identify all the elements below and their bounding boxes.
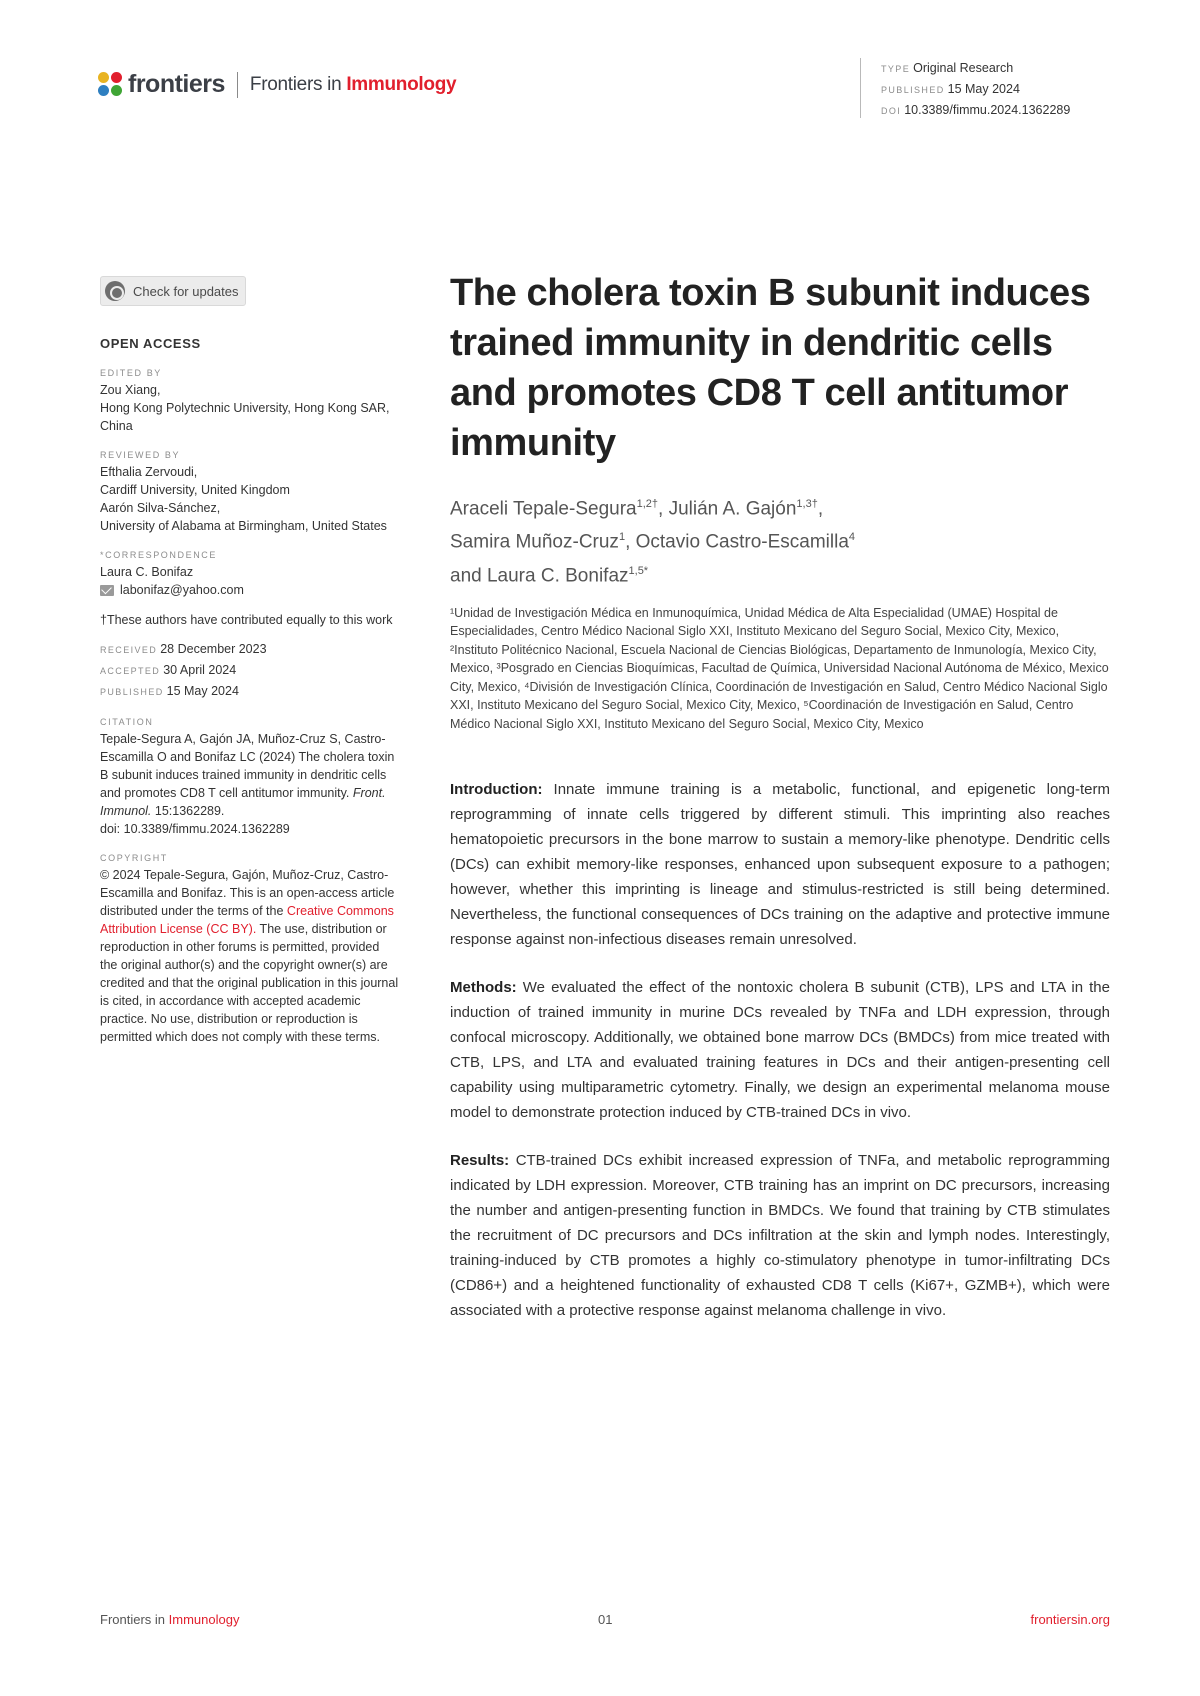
cc-by-license-link[interactable]: Creative Commons Attribution License (CC BY). (100, 904, 394, 936)
page-number: 01 (598, 1612, 613, 1627)
check-for-updates-button[interactable] (100, 276, 246, 306)
date-received: RECEIVED 28 December 2023 (100, 642, 267, 656)
correspondence-email[interactable]: labonifaz@yahoo.com (120, 583, 244, 597)
citation-doi[interactable]: doi: 10.3389/fimmu.2024.1362289 (100, 822, 290, 836)
article-meta (860, 58, 1070, 118)
email-icon (100, 585, 114, 596)
copyright-label: COPYRIGHT (100, 853, 168, 863)
edited-by: Zou Xiang, Hong Kong Polytechnic University, Hong Kong SAR, China (100, 383, 390, 433)
article-sidebar (100, 276, 400, 1046)
journal-prefix: Frontiers in (249, 73, 342, 95)
page-footer (100, 1612, 1110, 1632)
edited-by-label: EDITED BY (100, 368, 162, 378)
reviewed-by-label: REVIEWED BY (100, 450, 181, 460)
author-name[interactable]: Laura C. Bonifaz (486, 564, 629, 586)
citation-text: Tepale-Segura A, Gajón JA, Muñoz-Cruz S, Castro-Escamilla O and Bonifaz LC (2024) The cholera toxin B subunit induces trained immunity in dendritic cells and promotes CD8 T cell antitumor immunity. Front. Immunol. 15:1362289. doi: 10.3389/fimmu.2024.1362289 (100, 732, 395, 836)
footer-journal[interactable]: Frontiers in Immunology (100, 1612, 240, 1627)
logo-divider (237, 72, 238, 98)
author-name[interactable]: Araceli Tepale-Segura (450, 498, 637, 520)
crossmark-icon (105, 281, 125, 301)
abstract-methods: Methods: We evaluated the effect of the nontoxic cholera B subunit (CTB), LPS and LTA in the induction of trained immunity in murine DCs revealed by TNFa and LDH expression, through confocal microscopy. Additionally, we obtained bone marrow DCs (BMDCs) from mice treated with CTB, LPS, and LTA and evaluated training features in DCs and their antigen-presenting cell capability using multiparametric cytometry. Finally, we design an experimental melanoma mouse model to demonstrate protection induced by CTB-trained DCs in vivo. (450, 979, 1110, 1122)
article-title: The cholera toxin B subunit induces trained immunity in dendritic cells and promotes CD8 T cell antitumor immunity (450, 272, 1091, 464)
date-accepted: ACCEPTED 30 April 2024 (100, 663, 237, 677)
author-list: Araceli Tepale-Segura$^{1,2\dagger}$, Julián A. Gajón$^{1,3\dagger}$, Samira Muñoz-Cruz$^1$, Octavio Castro-Escamilla$^4$ and Laura C. Bonifaz$^{1,5*}$ (450, 498, 856, 586)
citation-journal: Front. Immunol. (100, 786, 386, 818)
copyright-text: © 2024 Tepale-Segura, Gajón, Muñoz-Cruz, Castro-Escamilla and Bonifaz. This is an open-access article distributed under the terms of the Creative Commons Attribution License (CC BY). The use, distribution or reproduction in other forums is permitted, provided the original author(s) and the copyright owner(s) are credited and that the original publication in this journal is cited, in accordance with accepted academic practice. No use, distribution or reproduction is permitted which does not comply with these terms. (100, 868, 399, 1044)
journal-name (250, 74, 456, 96)
correspondence-label: *CORRESPONDENCE (100, 550, 218, 560)
date-published: PUBLISHED 15 May 2024 (100, 684, 239, 698)
frontiers-logo-icon (98, 72, 124, 98)
journal-accent: Immunology (346, 73, 457, 95)
meta-published: PUBLISHED 15 May 2024 (881, 82, 1020, 96)
article-dates (100, 639, 400, 702)
check-for-updates-label: Check for updates (133, 283, 239, 299)
page-header (0, 0, 1200, 150)
correspondence-email-row[interactable] (100, 581, 400, 599)
footer-site-link[interactable]: frontiersin.org (1030, 1612, 1110, 1627)
affiliations: ¹Unidad de Investigación Médica en Inmunoquímica, Unidad Médica de Alta Especialidad (UMAE) Hospital de Especialidades, Centro Médico Nacional Siglo XXI, Instituto Mexicano del Seguro Social, Mexico City, Mexico, ²Instituto Politécnico Nacional, Escuela Nacional de Ciencias Biológicas, Departamento de Inmunología, Mexico City, Mexico, ³Posgrado en Ciencias Bioquímicas, Facultad de Química, Universidad Nacional Autónoma de México, Mexico City, Mexico, ⁴División de Investigación Clínica, Coordinación de Investigación en Salud, Centro Médico Nacional Siglo XXI, Instituto Mexicano del Seguro Social, Mexico City, Mexico, ⁵Coordinación de Investigación en Salud, Centro Médico Nacional Siglo XXI, Instituto Mexicano del Seguro Social, Mexico City, Mexico (450, 605, 1109, 731)
open-access-label: OPEN ACCESS (100, 336, 201, 351)
author-name[interactable]: Samira Muñoz-Cruz (450, 531, 619, 553)
equal-contribution-note: †These authors have contributed equally to this work (100, 613, 393, 627)
article-main (450, 268, 1110, 1346)
meta-type: TYPE Original Research (881, 61, 1014, 75)
author-name[interactable]: Julián A. Gajón (668, 498, 797, 520)
logo-wordmark: frontiers (128, 70, 225, 98)
abstract-results: Results: CTB-trained DCs exhibit increased expression of TNFa, and metabolic reprogramming indicated by LDH expression. Moreover, CTB training has an imprint on DC precursors, increasing the number and antigen-presenting function in BMDCs. We found that training by CTB stimulates the recruitment of DC precursors and DCs infiltration at the skin and lymph nodes. Interestingly, training-induced by CTB promotes a highly co-stimulatory phenotype in tumor-infiltrating DCs (CD86+) and a heightened functionality of exhausted CD8 T cells (Ki67+, GZMB+), which were associated with a protective response against melanoma challenge in vivo. (450, 1152, 1110, 1320)
reviewed-by: Efthalia Zervoudi, Cardiff University, United Kingdom Aarón Silva-Sánchez, University of Alabama at Birmingham, United States (100, 465, 387, 533)
meta-doi[interactable]: DOI 10.3389/fimmu.2024.1362289 (881, 103, 1071, 117)
frontiers-logo[interactable] (98, 70, 456, 99)
correspondence-name: Laura C. Bonifaz (100, 565, 194, 579)
abstract-introduction: Introduction: Innate immune training is a metabolic, functional, and epigenetic long-term reprogramming of innate cells triggered by different stimuli. This imprinting also reaches hematopoietic precursors in the bone marrow to sustain a memory-like phenotype. Dendritic cells (DCs) can exhibit memory-like responses, enhanced upon subsequent exposure to a pathogen; however, whether this imprinting is lineage and stimulus-restricted is still being determined. Nevertheless, the functional consequences of DCs training on the adaptive and protective immune response against non-infectious diseases remain unresolved. (450, 781, 1110, 949)
citation-label: CITATION (100, 717, 154, 727)
author-name[interactable]: Octavio Castro-Escamilla (635, 531, 849, 553)
abstract (450, 777, 1110, 1323)
